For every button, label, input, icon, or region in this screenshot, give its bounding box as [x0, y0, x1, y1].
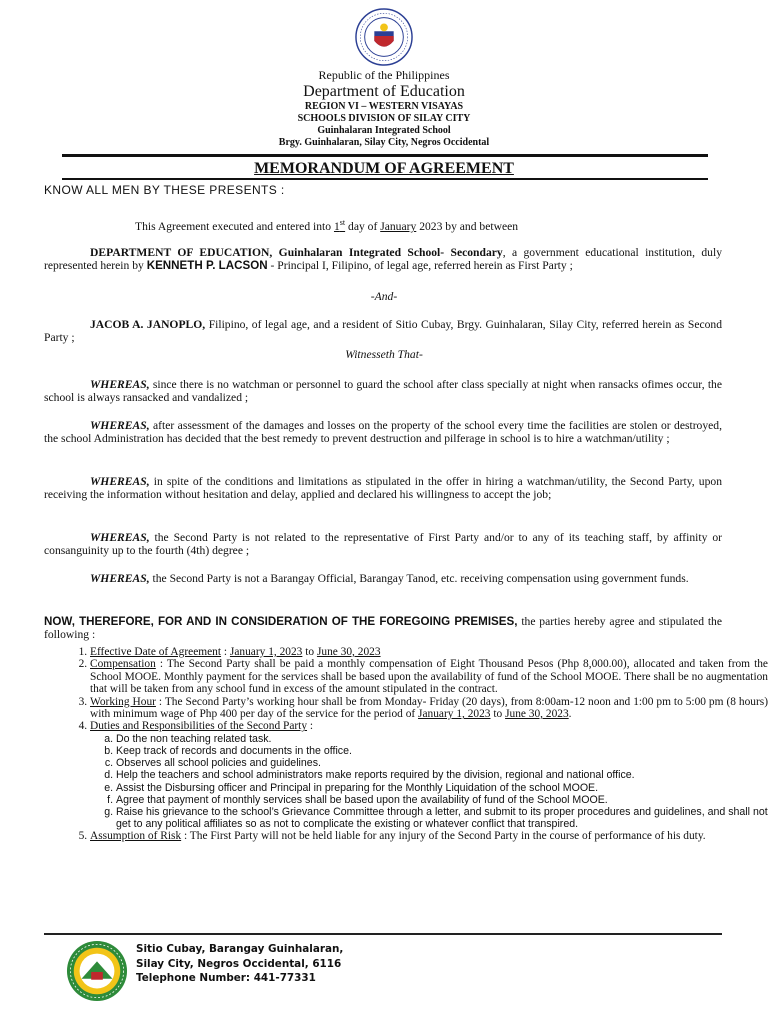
region-line: REGION VI – WESTERN VISAYAS	[304, 101, 464, 112]
agreement-day: 1st	[333, 218, 346, 233]
witnesseth-line: Witnesseth That-	[345, 348, 423, 361]
duties-list	[90, 733, 768, 831]
second-party-name: JACOB A. JANOPLO,	[90, 318, 206, 331]
and-separator: -And-	[370, 290, 398, 303]
list-item: a. Do the non teaching related task.	[116, 733, 768, 745]
first-party-paragraph: DEPARTMENT OF EDUCATION, Guinhalaran Integrated School- Secondary, a government educational institution, duly represented herein by KENNETH P. LACSON - Principal I, Filipino, of legal age, referred herein as First Party ;	[44, 246, 722, 272]
list-item: g. Raise his grievance to the school’s Grievance Committee through a letter, and submit to its proper procedures and guidelines, and shall not get to any political affiliates so as not to complicate the existing or whatever conflict that transpired.	[116, 806, 768, 830]
list-item: 5. Assumption of Risk : The First Party will not be held liable for any injury of the Second Party in the course of performance of his duty.	[90, 830, 768, 842]
know-all-line: KNOW ALL MEN BY THESE PRESENTS :	[44, 183, 285, 197]
second-party-paragraph: JACOB A. JANOPLO, Filipino, of legal age, and a resident of Sitio Cubay, Brgy. Guinhalaran, Silay City, referred herein as Second Party ;	[44, 318, 723, 344]
list-item: 4. Duties and Responsibilities of the Second Party : a. Do the non teaching related task. b. Keep track of records and documents in the office. c. Observes all school policies and guidelines. d. Help the teachers and school administrators make reports required by the division, regional and national office. e. Assist the Disbursing officer and Principal in preparing for the Monthly Liquidation of the school MOOE. f. Agree that payment of monthly services shall be based upon the availability of fund of the School MOOE. g. Raise his grievance to the school’s Grievance Committee through a letter, and submit to its proper procedures and guidelines, and shall not get to any political affiliates so as not to complicate the existing or whatever conflict that transpired.	[90, 720, 768, 830]
now-therefore-paragraph: NOW, THEREFORE, FOR AND IN CONSIDERATION OF THE FOREGOING PREMISES, the parties hereby agree and stipulated the following :	[44, 615, 722, 641]
school-logo-icon	[66, 940, 128, 1002]
header-divider	[62, 154, 708, 157]
list-item: e. Assist the Disbursing officer and Principal in preparing for the Monthly Liquidation of the school MOOE.	[116, 782, 768, 794]
list-item: 3. Working Hour : The Second Party’s working hour shall be from Monday- Friday (20 days), from 8:00am-12 noon and 1:00 pm to 5:00 pm (8 hours) with minimum wage of Php 400 per day of the service for the period of January 1, 2023 to June 30, 2023.	[90, 696, 768, 721]
telephone-number: Telephone Number: 441-77331	[136, 972, 316, 984]
document-title: MEMORANDUM OF AGREEMENT	[254, 160, 514, 177]
list-item: c. Observes all school policies and guidelines.	[116, 757, 768, 769]
republic-line: Republic of the Philippines	[318, 68, 450, 82]
list-item: f. Agree that payment of monthly services shall be based upon the availability of fund of the School MOOE.	[116, 794, 768, 806]
agreement-month: January	[380, 219, 417, 233]
principal-name: KENNETH P. LACSON	[146, 259, 268, 272]
list-item: 1. Effective Date of Agreement : January 1, 2023 to June 30, 2023	[90, 646, 768, 658]
list-item: d. Help the teachers and school administrators make reports required by the division, regional and national office.	[116, 769, 768, 781]
list-item: 2. Compensation : The Second Party shall be paid a monthly compensation of Eight Thousand Pesos (Php 8,000.00), allocated and taken from the School MOOE. Monthly payment for the services shall be based upon the availability of fund of the School MOOE. There shall be no augmentation that will be taken from any school fund in excess of the amount stipulated in the contract.	[90, 658, 768, 695]
division-line: SCHOOLS DIVISION OF SILAY CITY	[297, 113, 471, 124]
deped-seal-icon	[355, 8, 413, 66]
whereas-clause: WHEREAS, the Second Party is not related to the representative of First Party and/or to any of its teaching staff, by affinity or consanguinity up to the fourth (4th) degree ;	[44, 531, 722, 557]
whereas-clause: WHEREAS, after assessment of the damages and losses on the property of the school every time the facilities are stolen or destroyed, the school Administration has decided that the best remedy to prevent destruction and pilferage in school is to hire a watchman/utility ;	[44, 419, 722, 445]
footer-divider	[44, 933, 722, 935]
address-line: Brgy. Guinhalaran, Silay City, Negros Occidental	[278, 137, 490, 148]
footer-address: Sitio Cubay, Barangay Guinhalaran, Silay City, Negros Occidental, 6116 Telephone Number: 441-77331	[136, 943, 344, 984]
whereas-clause: WHEREAS, the Second Party is not a Barangay Official, Barangay Tanod, etc. receiving compensation using government funds.	[90, 572, 689, 585]
list-item: b. Keep track of records and documents in the office.	[116, 745, 768, 757]
whereas-clause: WHEREAS, in spite of the conditions and limitations as stipulated in the offer in hiring a watchman/utility, the Second Party, upon receiving the information without hesitation and delay, applied and declared his willingness to accept the job;	[44, 475, 722, 501]
executed-paragraph: This Agreement executed and entered into 1st day of January 2023 by and between	[135, 218, 519, 233]
stipulations-list	[44, 646, 768, 843]
first-party-name: DEPARTMENT OF EDUCATION, Guinhalaran Integrated School- Secondary	[90, 246, 503, 259]
title-divider	[62, 178, 708, 180]
department-name: Department of Education	[303, 83, 465, 100]
whereas-clause: WHEREAS, since there is no watchman or personnel to guard the school after class specially at night when ransacks ofimes occur, the school is always ransacked and vandalized ;	[44, 378, 722, 404]
school-line: Guinhalaran Integrated School	[317, 125, 451, 136]
